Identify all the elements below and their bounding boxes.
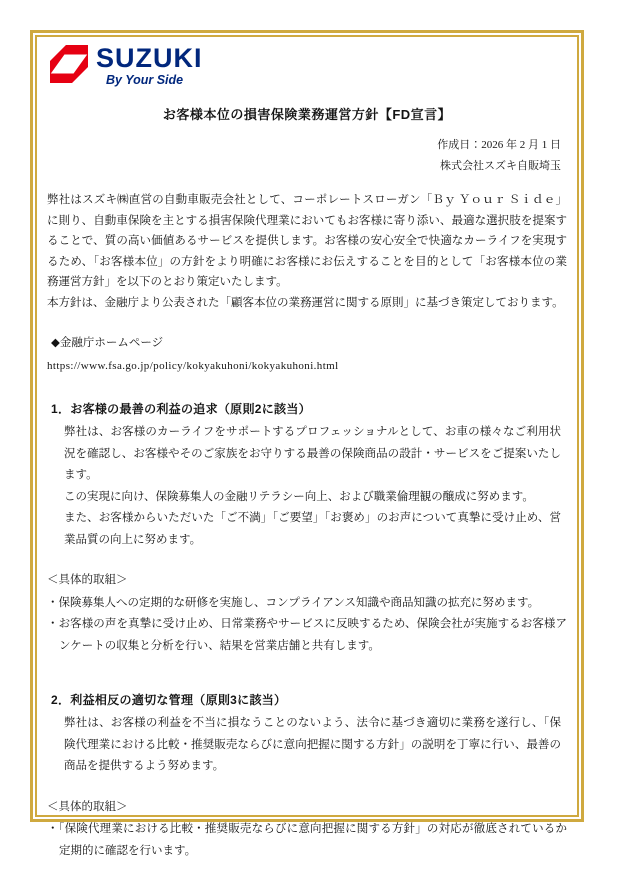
section-1-initiatives xyxy=(47,570,567,657)
section-2-paragraph: 弊社は、お客様の利益を不当に損なうことのないよう、法令に基づき適切に業務を遂行し、「保険代理業における比較・推奨販売ならびに意向把握に関する方針」の説明を丁寧に行い、最善の商品を提供するよう努めます。 xyxy=(64,717,561,772)
section-2-heading: 2．利益相反の適切な管理（原則3に該当） xyxy=(51,693,287,707)
brand-wordmark: SUZUKI xyxy=(96,43,203,73)
section-1-heading: 1．お客様の最善の利益の追求（原則2に該当） xyxy=(51,402,311,416)
section-1-paragraph: また、お客様からいただいた「ご不満」「ご要望」「お褒め」のお声について真摯に受け止め、営業品質の向上に努めます。 xyxy=(64,512,561,546)
created-date: 作成日：2026 年 2 月 1 日 xyxy=(437,139,561,151)
logo-text-block xyxy=(96,45,203,87)
brand-tagline: By Your Side xyxy=(106,73,184,87)
section-best-interest xyxy=(47,400,567,657)
section-2-initiatives xyxy=(47,797,567,863)
intro-basis-paragraph: 本方針は、金融庁より公表された「顧客本位の業務運営に関する原則」に基づき策定しております。 xyxy=(47,296,564,309)
initiative-bullet: ・「保険代理業における比較・推奨販売ならびに意向把握に関する方針」の対応が徹底されているか定期的に確認を行います。 xyxy=(47,823,567,857)
intro-paragraph: 弊社はスズキ㈱直営の自動車販売会社として、コーポレートスローガン「Ｂｙ Ｙｏｕｒ Ｓｉｄｅ」に則り、自動車保険を主とする損害保険代理業においてもお客様に寄り添い、最適な選択肢を提案することで、質の高い価値あるサービスを提供します。お客様の安心安全で快適なカーライフを実現するため、「お客様本位」の方針をより明確にお客様にお伝えすることを目的として「お客様本位の業務運営方針」を以下のとおり策定いたします。 xyxy=(47,194,567,288)
document-title: お客様本位の損害保険業務運営方針【FD宣言】 xyxy=(162,107,452,122)
document-meta xyxy=(45,135,561,177)
initiative-bullet: ・お客様の声を真摯に受け止め、日常業務やサービスに反映するため、保険会社が実施するお客様アンケートの収集と分析を行い、結果を営業店舗と共有します。 xyxy=(47,618,567,652)
company-name: 株式会社スズキ自販埼玉 xyxy=(440,160,561,172)
suzuki-s-mark-icon xyxy=(49,45,89,83)
suzuki-logo xyxy=(49,45,569,91)
fsa-homepage-block xyxy=(47,333,567,376)
section-1-paragraph: 弊社は、お客様のカーライフをサポートするプロフェッショナルとして、お車の様々なご利用状況を確認し、お客様やそのご家族をお守りする最善の保険商品の設計・サービスをご提案いたします。 xyxy=(64,426,561,481)
section-2-body xyxy=(64,713,561,778)
intro-block xyxy=(47,190,567,313)
fsa-homepage-heading: ◆金融庁ホームページ xyxy=(51,337,164,349)
page-border-frame xyxy=(30,30,584,857)
section-1-paragraph: この実現に向け、保険募集人の金融リテラシー向上、および職業倫理観の醸成に努めます。 xyxy=(64,490,534,503)
initiatives-label: ＜具体的取組＞ xyxy=(47,800,128,813)
section-conflict-management xyxy=(47,691,567,862)
fsa-homepage-url[interactable]: https://www.fsa.go.jp/policy/kokyakuhoni/kokyakuhoni.html xyxy=(47,360,339,372)
page-content xyxy=(33,33,581,857)
section-1-body xyxy=(64,422,561,551)
initiative-bullet: ・保険募集人への定期的な研修を実施し、コンプライアンス知識や商品知識の拡充に努めます。 xyxy=(47,596,540,609)
initiatives-label: ＜具体的取組＞ xyxy=(47,574,128,586)
